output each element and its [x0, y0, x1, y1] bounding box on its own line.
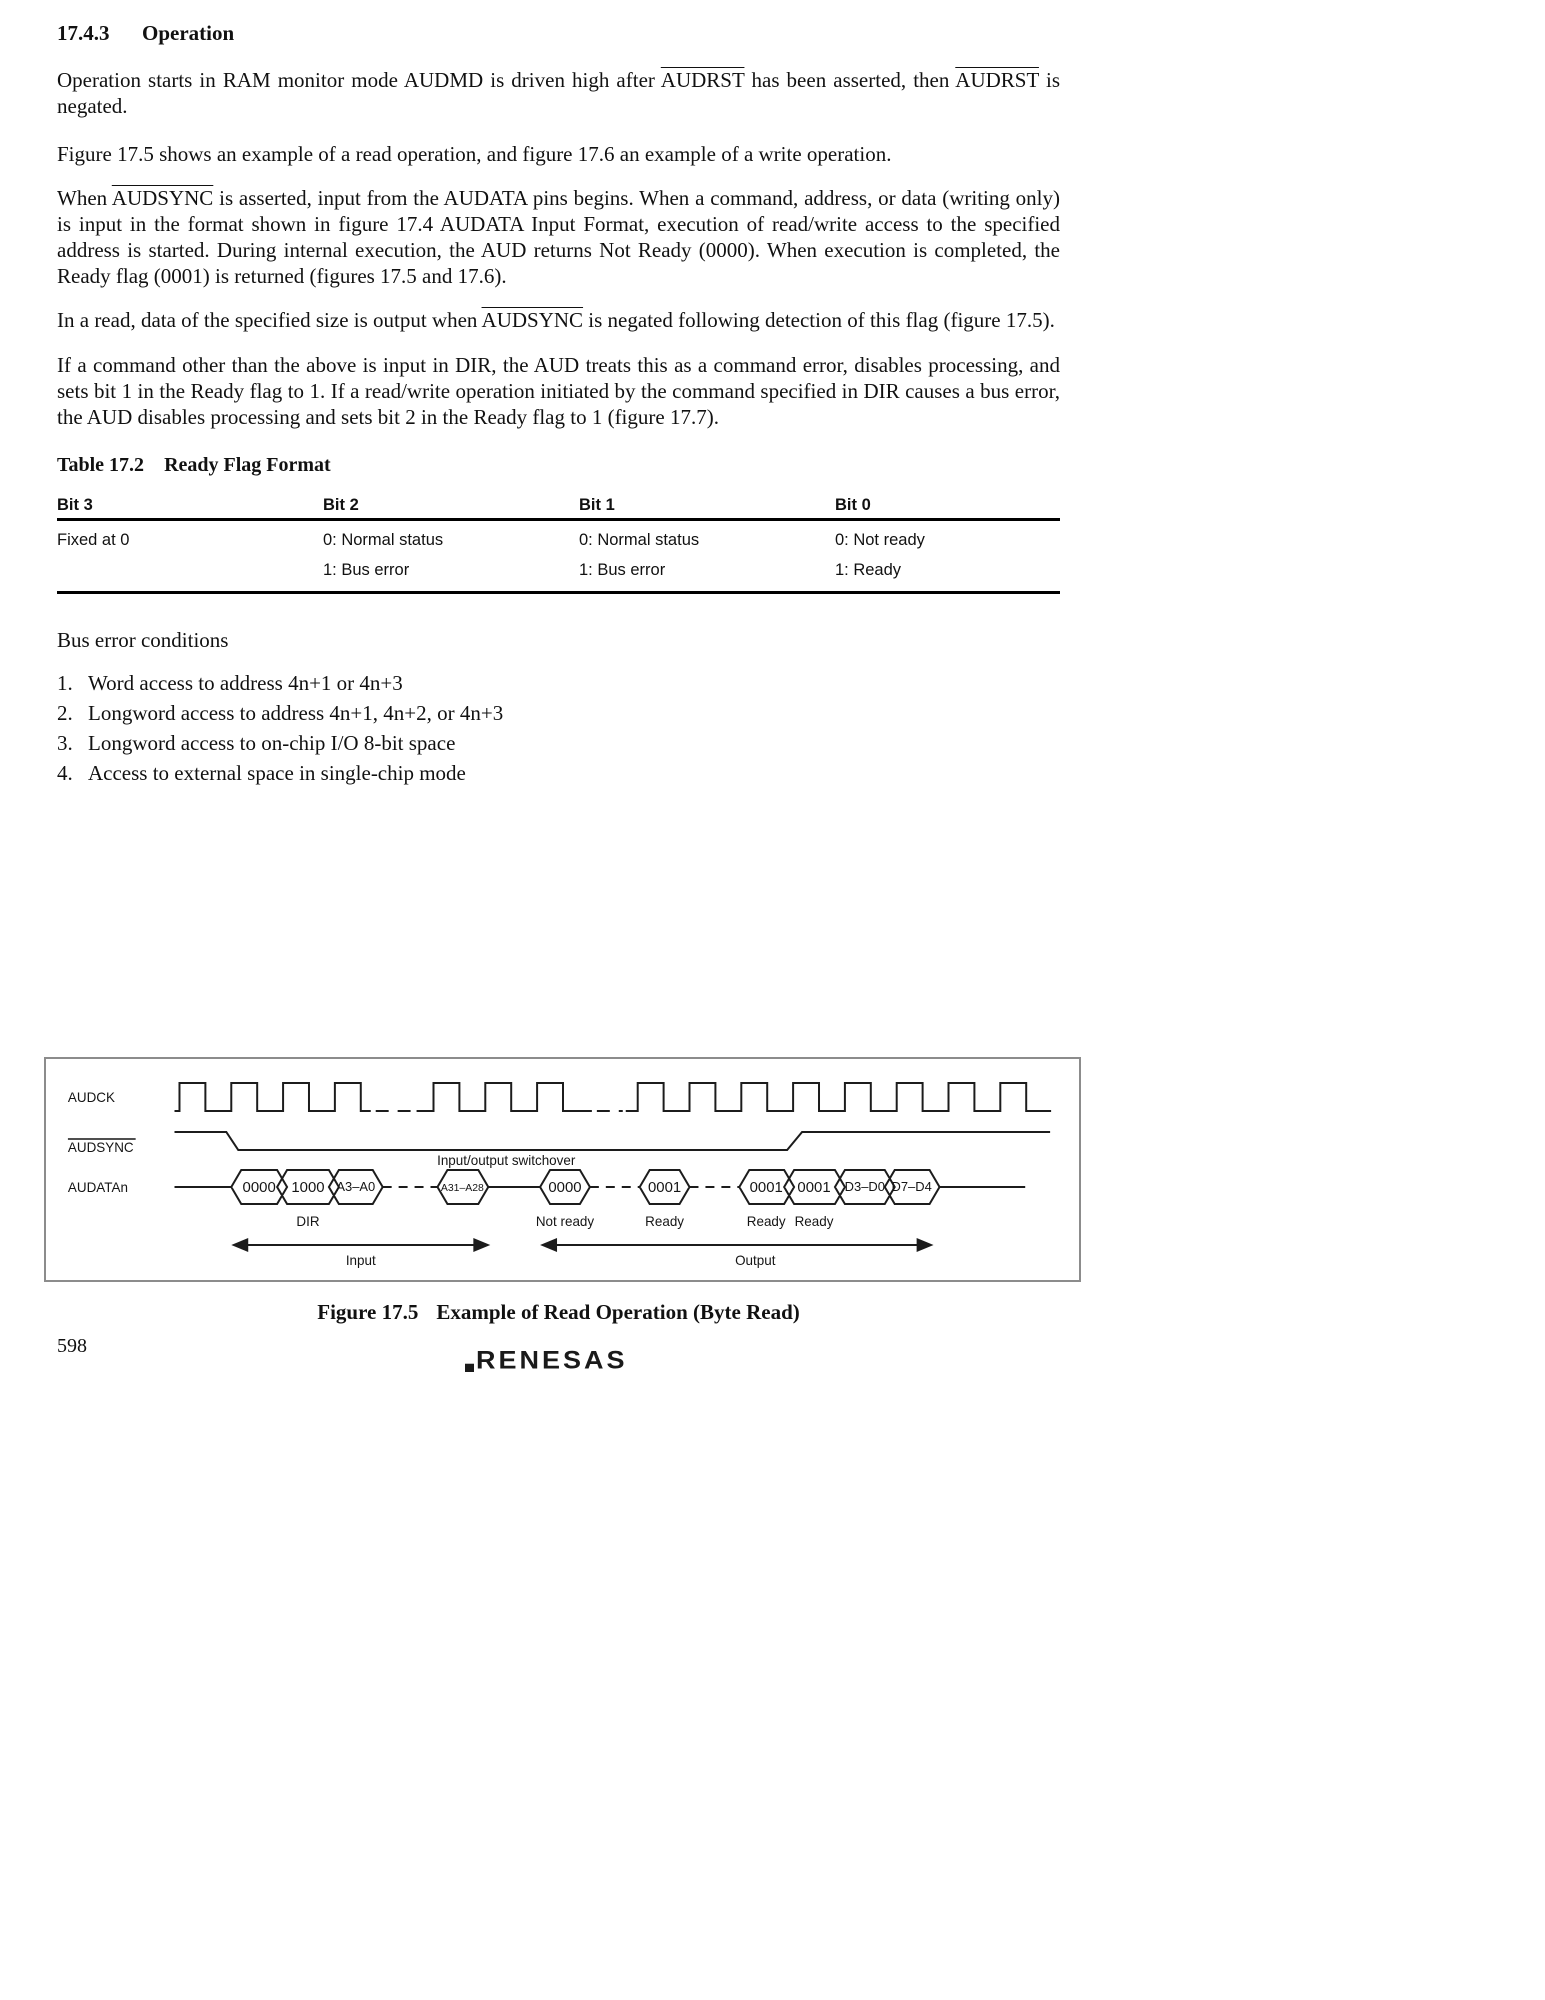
list-text: Longword access to address 4n+1, 4n+2, or 4n+3 — [88, 701, 504, 725]
text-run: is negated. — [57, 68, 1060, 118]
audsync-waveform — [175, 1132, 1051, 1150]
text-run: Figure 17.5 shows an example of a read operation, and figure 17.6 an example of a write operation. — [57, 142, 892, 166]
column-header: Bit 2 — [323, 496, 359, 514]
overlined-signal-name: AUDRST — [955, 68, 1039, 92]
text-run: Operation starts in RAM monitor mode AUDMD is driven high after — [57, 68, 661, 92]
output-label: Output — [735, 1252, 776, 1269]
list-item — [57, 670, 1060, 696]
switchover-label: Input/output switchover — [437, 1152, 576, 1169]
data-cell-value: 0000 — [242, 1178, 276, 1197]
column-header: Bit 1 — [579, 496, 615, 514]
cell-line: 1: Bus error — [579, 561, 666, 579]
list-item — [57, 760, 1060, 786]
list-number: 1. — [57, 671, 73, 695]
input-range-arrow — [231, 1238, 490, 1252]
bus-error-list — [57, 670, 1060, 786]
audck-waveform — [175, 1083, 1052, 1111]
section-heading — [57, 0, 1060, 46]
table-cell — [57, 525, 323, 585]
text-run: has been asserted, then — [744, 68, 956, 92]
section-title: Operation — [142, 21, 235, 45]
output-range-arrow — [540, 1238, 933, 1252]
timing-diagram-figure — [44, 1057, 1081, 1282]
data-cell-value: A31–A28 — [440, 1182, 484, 1195]
list-text: Word access to address 4n+1 or 4n+3 — [88, 671, 403, 695]
audatan-signal-label: AUDATAn — [67, 1179, 128, 1196]
audck-signal-label: AUDCK — [67, 1089, 115, 1106]
table-number: Table 17.2 — [57, 454, 145, 476]
cell-line: 0: Normal status — [579, 531, 700, 549]
column-header: Bit 3 — [57, 496, 93, 514]
page-content — [57, 0, 1060, 1403]
data-cell-value: D3–D0 — [844, 1178, 885, 1195]
list-number: 3. — [57, 731, 73, 755]
list-text: Longword access to on-chip I/O 8-bit space — [88, 731, 456, 755]
column-header: Bit 0 — [835, 496, 871, 514]
list-number: 4. — [57, 761, 73, 785]
cell-line: 1: Bus error — [323, 561, 410, 579]
timing-diagram-svg — [46, 1059, 1079, 1280]
input-label: Input — [345, 1252, 376, 1269]
section-number: 17.4.3 — [57, 21, 110, 45]
text-run: is asserted, input from the AUDATA pins begins. When a command, address, or data (writing only) is input in the format shown in figure 17.4 AUDATA Input Format, execution of read/write access to the specified address is started. During internal execution, the AUD returns Not Ready (0000). When execution is completed, the Ready flag (0001) is returned (figures 17.5 and 17.6). — [57, 186, 1060, 288]
text-run: When — [57, 186, 112, 210]
cell-line: 0: Not ready — [835, 531, 925, 549]
table-cell — [579, 525, 835, 585]
overlined-signal-name: AUDRST — [660, 68, 745, 92]
data-cell-value: 0001 — [647, 1178, 682, 1197]
ready-label: Ready — [794, 1213, 834, 1230]
text-run: In a read, data of the specified size is output when — [57, 308, 482, 332]
paragraph-5 — [57, 352, 1060, 430]
data-cell-value: D7–D4 — [891, 1178, 932, 1195]
paragraph-2 — [57, 141, 1060, 167]
list-number: 2. — [57, 701, 73, 725]
dir-label: DIR — [296, 1213, 320, 1230]
table-header-row — [57, 492, 1060, 518]
data-cell-value: 0001 — [749, 1178, 783, 1197]
figure-title: Example of Read Operation (Byte Read) — [436, 1300, 800, 1324]
logo-text: RENESAS — [476, 1346, 628, 1374]
page-footer — [57, 1333, 1060, 1403]
table-row — [57, 521, 1060, 591]
overlined-signal-name: AUDSYNC — [111, 186, 214, 210]
table-title — [57, 452, 1060, 478]
logo-square-icon — [465, 1364, 474, 1372]
figure-caption — [57, 1299, 1060, 1325]
ready-label: Ready — [645, 1213, 685, 1230]
cell-line: 0: Normal status — [323, 531, 444, 549]
data-cell-value: 0001 — [797, 1178, 831, 1197]
table-name: Ready Flag Format — [164, 454, 331, 476]
figure-number: Figure 17.5 — [317, 1300, 419, 1324]
text-run: If a command other than the above is input in DIR, the AUD treats this as a command error, disables processing, and sets bit 1 in the Ready flag to 1. If a read/write operation initiated by the command specified in DIR causes a bus error, the AUD disables processing and sets bit 2 in the Ready flag to 1 (figure 17.7). — [57, 353, 1060, 429]
paragraph-1 — [57, 67, 1060, 119]
renesas-logo — [465, 1346, 628, 1375]
table-cell — [835, 525, 1060, 585]
paragraph-4 — [57, 307, 1060, 333]
ready-label: Ready — [746, 1213, 786, 1230]
text-run: is negated following detection of this flag (figure 17.5). — [583, 308, 1055, 332]
cell-line: 1: Ready — [835, 561, 902, 579]
bus-error-intro: Bus error conditions — [57, 628, 229, 652]
table-cell — [323, 525, 579, 585]
cell-line: Fixed at 0 — [57, 531, 130, 549]
table-rule — [57, 591, 1060, 594]
overlined-signal-name: AUDSYNC — [481, 308, 584, 332]
data-cell-value: 1000 — [291, 1178, 325, 1197]
list-item — [57, 730, 1060, 756]
paragraph-3 — [57, 185, 1060, 289]
data-cell-value: A3–A0 — [336, 1178, 376, 1195]
list-text: Access to external space in single-chip mode — [88, 761, 466, 785]
ready-flag-table — [57, 492, 1060, 594]
audsync-signal-label: AUDSYNC — [67, 1139, 134, 1156]
page-number: 598 — [57, 1335, 87, 1357]
not-ready-label: Not ready — [535, 1213, 595, 1230]
list-item — [57, 700, 1060, 726]
data-cell-value: 0000 — [548, 1178, 582, 1197]
